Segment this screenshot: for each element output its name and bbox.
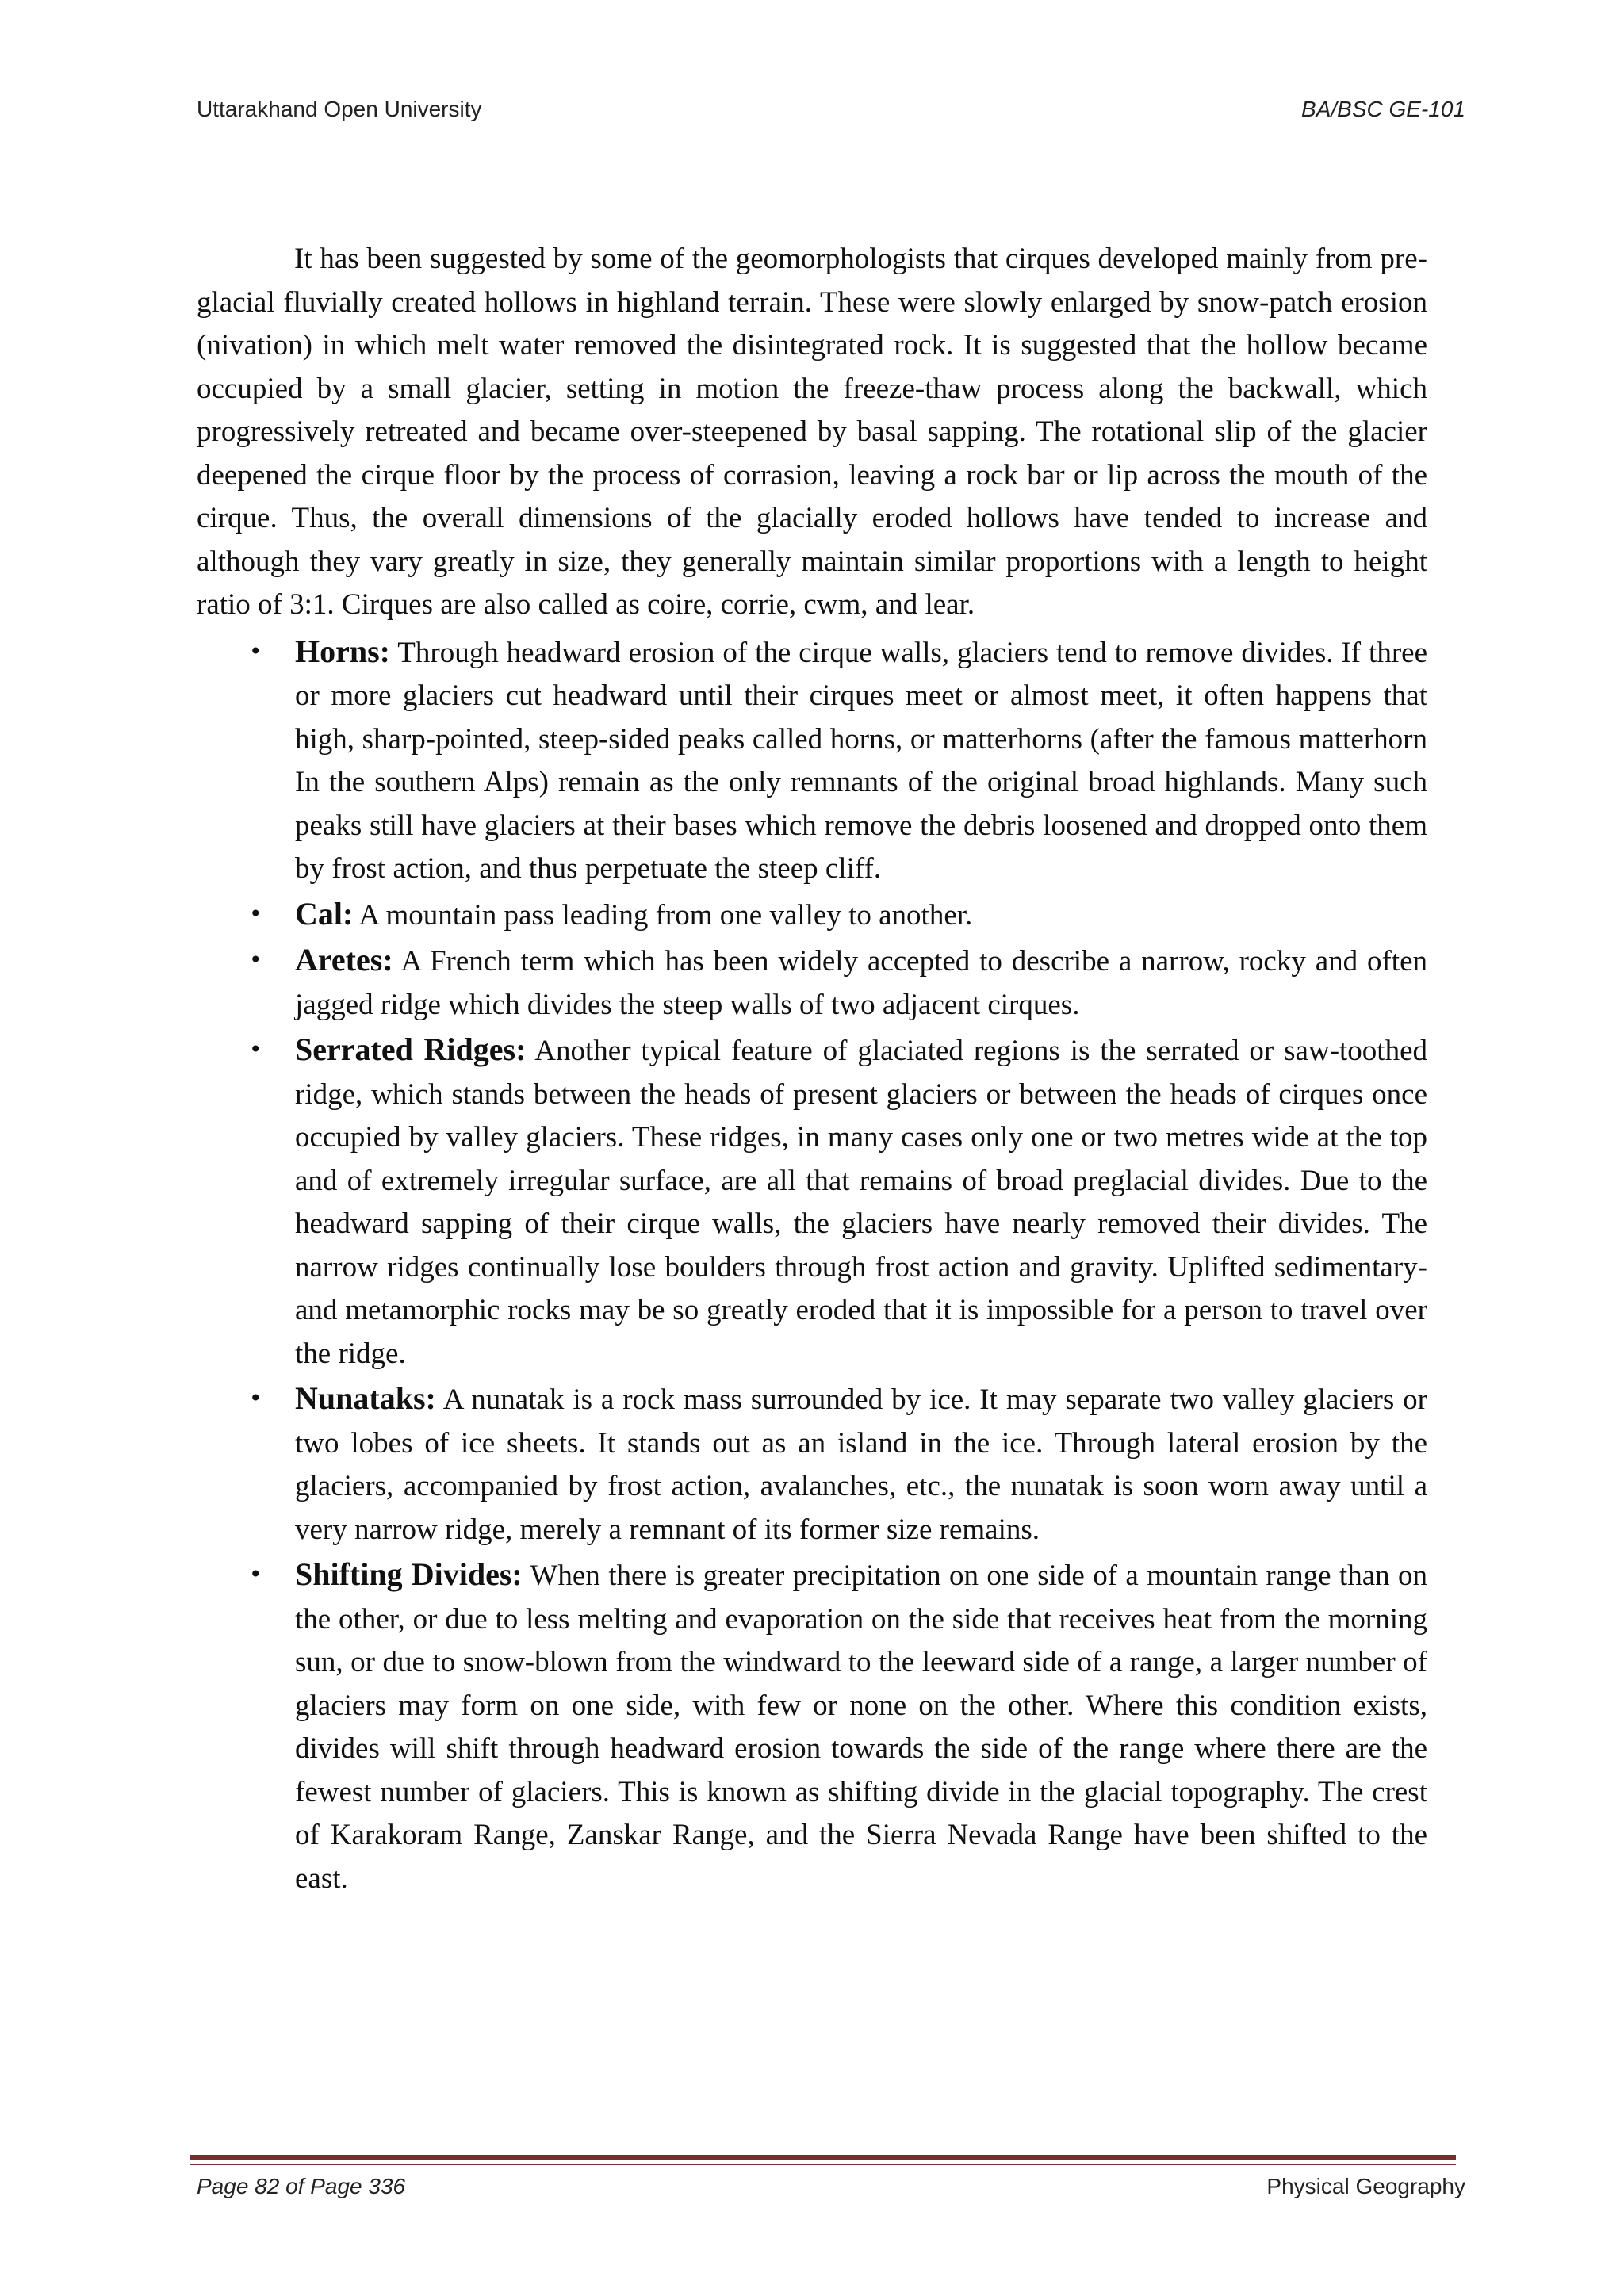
list-item-nunataks <box>249 1377 1427 1552</box>
glacial-features-list <box>197 630 1427 1901</box>
term-nunataks: Nunataks: <box>295 1380 436 1416</box>
footer-subject: Physical Geography <box>1266 2174 1465 2198</box>
bullet-icon: • <box>249 1561 262 1587</box>
description-cal: A mountain pass leading from one valley to another. <box>353 898 973 932</box>
bullet-icon: • <box>249 1036 262 1062</box>
bullet-icon: • <box>249 637 262 664</box>
bullet-icon: • <box>249 900 262 927</box>
term-cal: Cal: <box>295 895 354 932</box>
description-aretes: A French term which has been widely accepted to describe a narrow, rocky and often jagged ridge which divides the steep walls of two adjacent cirques. <box>295 945 1427 1021</box>
page-body <box>197 238 1427 1902</box>
term-horns: Horns: <box>295 633 390 669</box>
list-item-serrated-ridges <box>249 1028 1428 1376</box>
intro-paragraph: It has been suggested by some of the geomorphologists that cirques developed mainly from pre-glacial fluvially created hollows in highland terrain. These were slowly enlarged by snow-patch erosion (nivation) in which melt water removed the disintegrated rock. It is suggested that the hollow became occupied by a small glacier, setting in motion the freeze-thaw process along the backwall, which progressively retreated and became over-steepened by basal sapping. The rotational slip of the glacier deepened the cirque floor by the process of corrasion, leaving a rock bar or lip across the mouth of the cirque. Thus, the overall dimensions of the glacially eroded hollows have tended to increase and although they vary greatly in size, they generally maintain similar proportions with a length to height ratio of 3:1. Cirques are also called as coire, corrie, cwm, and lear. <box>197 243 1427 621</box>
footer-divider-thin <box>190 2164 1456 2165</box>
list-item-aretes <box>249 939 1427 1027</box>
list-item-horns <box>249 630 1427 891</box>
footer-divider-thick <box>190 2155 1456 2160</box>
bullet-icon: • <box>249 1385 262 1411</box>
term-shifting-divides: Shifting Divides: <box>295 1556 523 1592</box>
term-serrated-ridges: Serrated Ridges: <box>295 1031 527 1067</box>
description-horns: Through headward erosion of the cirque walls, glaciers tend to remove divides. If three or more glaciers cut headward until their cirques meet or almost meet, it often happens that high, sharp-pointed, steep-sided peaks called horns, or matterhorns (after the famous matterhorn In the southern Alps) remain as the only remnants of the original broad highlands. Many such peaks still have glaciers at their bases which remove the debris loosened and dropped onto them by frost action, and thus perpetuate the steep cliff. <box>295 636 1427 885</box>
list-item-cal <box>249 893 1427 938</box>
header-course-code: BA/BSC GE-101 <box>1301 97 1465 121</box>
term-aretes: Aretes: <box>295 942 393 978</box>
bullet-icon: • <box>249 947 262 973</box>
description-nunataks: A nunatak is a rock mass surrounded by ice. It may separate two valley glaciers or two lobes of ice sheets. It stands out as an island in the ice. Through lateral erosion by the glaciers, accompanied by frost action, avalanches, etc., the nunatak is soon worn away until a very narrow ridge, merely a remnant of its former size remains. <box>295 1383 1427 1546</box>
description-shifting-divides: When there is greater precipitation on one side of a mountain range than on the other, or due to less melting and evaporation on the side that receives heat from the morning sun, or due to snow-blown from the windward to the leeward side of a range, a larger number of glaciers may form on one side, with few or none on the other. Where this condition exists, divides will shift through headward erosion towards the side of the range where there are the fewest number of glaciers. This is known as shifting divide in the glacial topography. The crest of Karakoram Range, Zanskar Range, and the Sierra Nevada Range have been shifted to the east. <box>295 1559 1428 1895</box>
list-item-shifting-divides <box>249 1553 1428 1900</box>
page-number: Page 82 of Page 336 <box>197 2174 406 2198</box>
description-serrated-ridges: Another typical feature of glaciated regions is the serrated or saw-toothed ridge, which stands between the heads of present glaciers or between the heads of cirques once occupied by valley glaciers. These ridges, in many cases only one or two metres wide at the top and of extremely irregular surface, are all that remains of broad preglacial divides. Due to the headward sapping of their cirque walls, the glaciers have nearly removed their divides. The narrow ridges continually lose boulders through frost action and gravity. Uplifted sedimentary- and metamorphic rocks may be so greatly eroded that it is impossible for a person to travel over the ridge. <box>295 1035 1428 1370</box>
header-university: Uttarakhand Open University <box>197 97 482 121</box>
